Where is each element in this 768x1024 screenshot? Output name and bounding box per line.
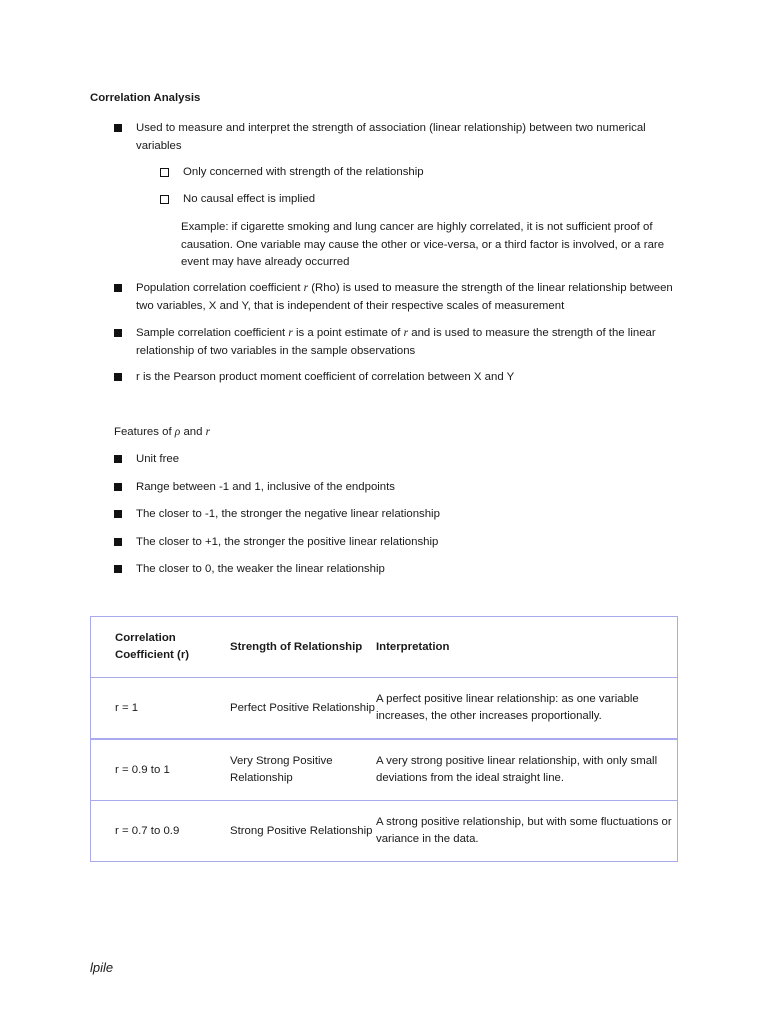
bullet-item bbox=[114, 280, 674, 315]
feature-item bbox=[114, 506, 674, 524]
table-cell: Very Strong Positive Relationship bbox=[230, 739, 376, 801]
bullet-text: Population correlation coefficient r (Rho) is used to measure the strength of the linear relationship between two variables, X and Y, that is independent of their respective scales of measurement bbox=[136, 282, 673, 312]
bullet-square-icon bbox=[114, 329, 122, 337]
bullet-text: r is the Pearson product moment coefficient of correlation between X and Y bbox=[136, 371, 515, 383]
sub-bullet-item bbox=[160, 191, 660, 209]
table-row bbox=[91, 739, 678, 801]
correlation-table bbox=[90, 616, 678, 862]
features-title: Features of ρ and r bbox=[114, 426, 211, 438]
example-paragraph: Example: if cigarette smoking and lung cancer are highly correlated, it is not sufficient proof of causation. One variable may cause the other or vice-versa, or a third factor is involved, or a rare event may have already occurred bbox=[181, 221, 665, 268]
bullet-square-icon bbox=[114, 510, 122, 518]
bullet-item bbox=[114, 120, 674, 155]
table-header-row bbox=[91, 617, 678, 678]
table-cell: r = 0.9 to 1 bbox=[91, 739, 231, 801]
bullet-item bbox=[114, 369, 674, 387]
feature-text: Range between -1 and 1, inclusive of the endpoints bbox=[136, 481, 395, 493]
table-row bbox=[91, 678, 678, 740]
feature-item bbox=[114, 561, 674, 579]
bullet-square-icon bbox=[114, 455, 122, 463]
sub-bullet-item bbox=[160, 164, 660, 182]
bullet-square-icon bbox=[114, 284, 122, 292]
feature-text: The closer to +1, the stronger the positive linear relationship bbox=[136, 536, 439, 548]
feature-item bbox=[114, 534, 674, 552]
bullet-square-icon bbox=[114, 538, 122, 546]
table-cell: Strong Positive Relationship bbox=[230, 801, 376, 862]
feature-text: The closer to 0, the weaker the linear relationship bbox=[136, 563, 385, 575]
bullet-square-icon bbox=[114, 565, 122, 573]
hollow-square-icon bbox=[160, 195, 169, 204]
table-cell: Perfect Positive Relationship bbox=[230, 678, 376, 740]
table-cell: A very strong positive linear relationship, with only small deviations from the ideal straight line. bbox=[376, 739, 678, 801]
header-cell-strength: Strength of Relationship bbox=[230, 640, 363, 653]
feature-text: The closer to -1, the stronger the negative linear relationship bbox=[136, 508, 440, 520]
bullet-text: Only concerned with strength of the relationship bbox=[183, 166, 424, 178]
table-cell: r = 0.7 to 0.9 bbox=[91, 801, 231, 862]
bullet-square-icon bbox=[114, 373, 122, 381]
bullet-text: Used to measure and interpret the strength of association (linear relationship) between two numerical variables bbox=[136, 122, 646, 152]
bullet-text: Sample correlation coefficient r is a point estimate of r and is used to measure the strength of the linear relationship of two variables in the sample observations bbox=[136, 327, 656, 357]
section-heading: Correlation Analysis bbox=[90, 92, 201, 104]
footer-text: lpile bbox=[90, 960, 114, 975]
table-row bbox=[91, 801, 678, 862]
bullet-square-icon bbox=[114, 483, 122, 491]
hollow-square-icon bbox=[160, 168, 169, 177]
feature-item bbox=[114, 479, 674, 497]
bullet-square-icon bbox=[114, 124, 122, 132]
feature-text: Unit free bbox=[136, 453, 180, 465]
bullet-item bbox=[114, 325, 674, 360]
bullet-text: No causal effect is implied bbox=[183, 193, 316, 205]
table-cell: r = 1 bbox=[91, 678, 231, 740]
header-cell-coefficient: Correlation Coefficient (r) bbox=[115, 632, 190, 661]
table-cell: A perfect positive linear relationship: as one variable increases, the other increases proportionally. bbox=[376, 678, 678, 740]
feature-item bbox=[114, 451, 674, 469]
table-cell: A strong positive relationship, but with some fluctuations or variance in the data. bbox=[376, 801, 678, 862]
header-cell-interpretation: Interpretation bbox=[376, 640, 450, 653]
